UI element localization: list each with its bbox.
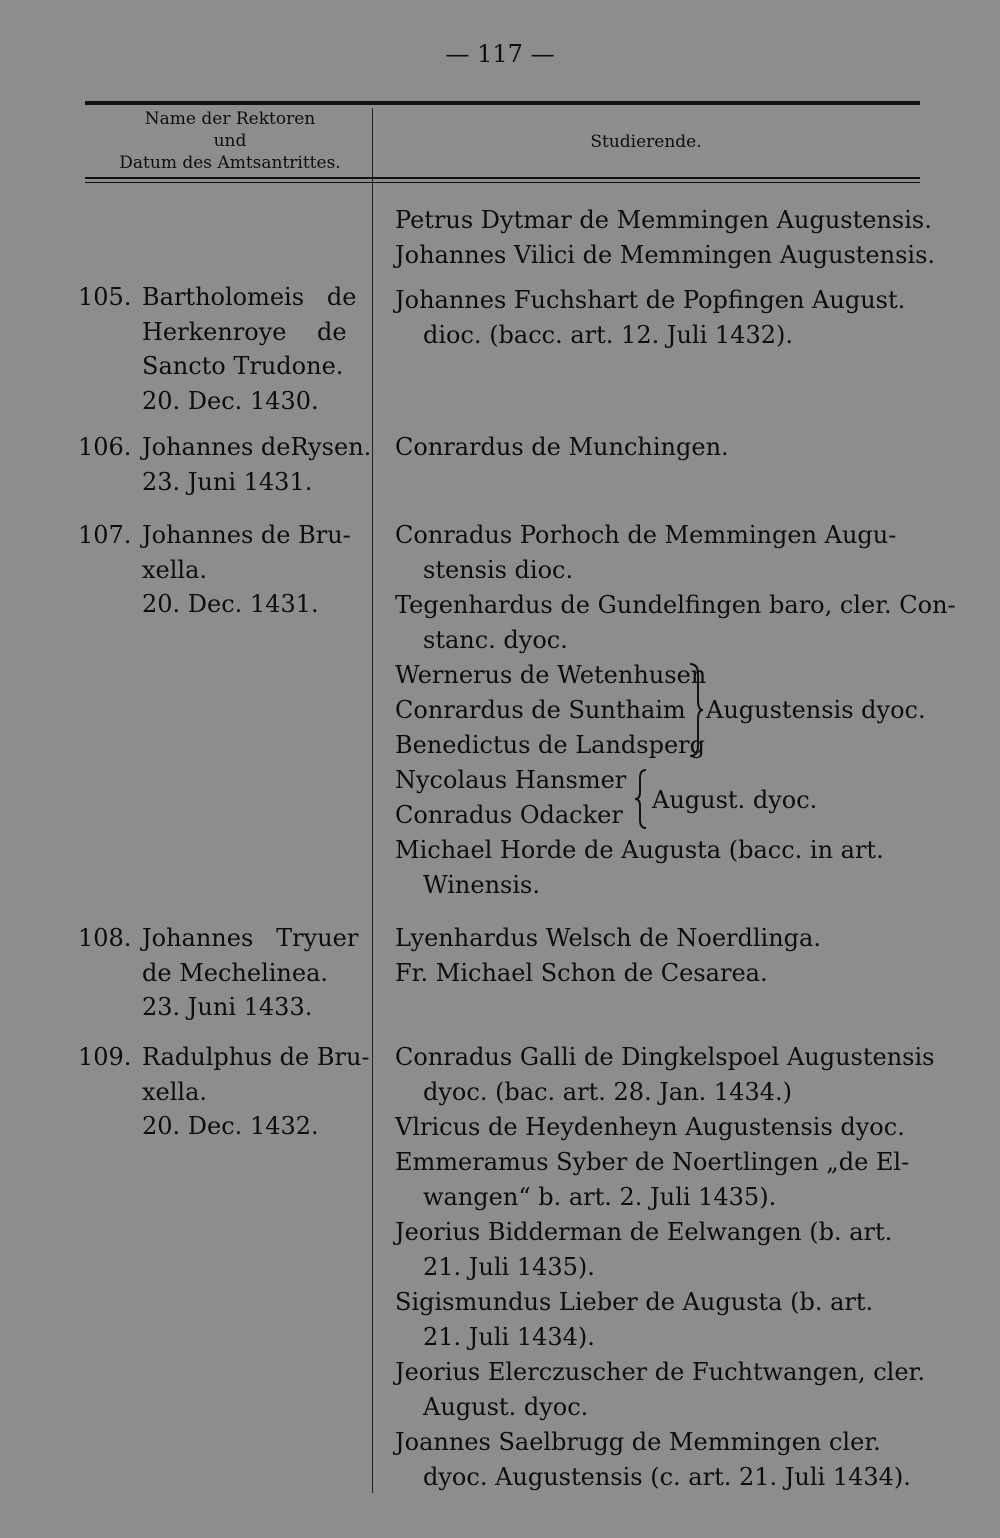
rector-line: xella. bbox=[142, 555, 208, 584]
rector-105-text bbox=[142, 280, 357, 418]
student-line: Conrardus de Sunthaim bbox=[395, 696, 686, 724]
header-rectors bbox=[85, 108, 375, 174]
student-line: Conradus Galli de Dingkelspoel Augustensis bbox=[395, 1043, 935, 1071]
header-rule-upper bbox=[85, 177, 920, 179]
student-line: dioc. (bacc. art. 12. Juli 1432). bbox=[423, 321, 793, 349]
student-line: Joannes Saelbrugg de Memmingen cler. bbox=[395, 1428, 881, 1456]
left-brace-2 bbox=[634, 768, 648, 830]
student-line-bracketed-group: August. dyoc. bbox=[652, 786, 818, 814]
rector-109-number: 109. bbox=[78, 1043, 132, 1071]
student-line: 21. Juli 1434). bbox=[423, 1323, 595, 1351]
rector-line: Sancto Trudone. bbox=[142, 352, 344, 380]
header-rectors-line2: und bbox=[213, 131, 247, 151]
rector-106-number: 106. bbox=[78, 433, 132, 461]
rector-line: 20. Dec. 1431. bbox=[142, 590, 319, 618]
student-line: Vlricus de Heydenheyn Augustensis dyoc. bbox=[395, 1113, 905, 1141]
header-students: Studierende. bbox=[590, 132, 702, 152]
student-line: Fr. Michael Schon de Cesarea. bbox=[395, 959, 768, 987]
student-line: 21. Juli 1435). bbox=[423, 1253, 595, 1281]
student-line: Nycolaus Hansmer bbox=[395, 766, 627, 794]
student-line: Sigismundus Lieber de Augusta (b. art. bbox=[395, 1288, 874, 1316]
rector-105-number: 105. bbox=[78, 283, 132, 311]
student-line: Conrardus de Munchingen. bbox=[395, 433, 729, 461]
student-line: Conradus Odacker bbox=[395, 801, 623, 829]
student-line: dyoc. (bac. art. 28. Jan. 1434.) bbox=[423, 1078, 792, 1106]
student-line: Emmeramus Syber de Noertlingen „de El- bbox=[395, 1148, 910, 1176]
rector-108-text bbox=[142, 921, 358, 1025]
rector-107-number: 107. bbox=[78, 521, 132, 549]
student-line: Johannes Vilici de Memmingen Augustensis. bbox=[395, 241, 936, 269]
rector-line: de Mechelinea. bbox=[142, 958, 329, 987]
rector-109-text bbox=[142, 1040, 370, 1144]
rector-line: 20. Dec. 1430. bbox=[142, 386, 319, 415]
column-separator bbox=[372, 108, 373, 1493]
student-line: dyoc. Augustensis (c. art. 21. Juli 1434). bbox=[423, 1463, 911, 1491]
right-brace-1 bbox=[688, 662, 704, 758]
student-line: Jeorius Elerczuscher de Fuchtwangen, cler. bbox=[395, 1358, 925, 1386]
rector-line: Johannes de Bru- bbox=[142, 521, 351, 549]
rector-line: Johannes Tryuer bbox=[142, 924, 359, 952]
student-line: Michael Horde de Augusta (bacc. in art. bbox=[395, 836, 884, 864]
student-line: Conradus Porhoch de Memmingen Augu- bbox=[395, 521, 897, 549]
student-line: Benedictus de Landsperg bbox=[395, 731, 706, 759]
rector-line: Johannes deRysen. bbox=[142, 433, 372, 461]
student-line: Petrus Dytmar de Memmingen Augustensis. bbox=[395, 206, 932, 234]
rector-line: xella. bbox=[142, 1077, 208, 1106]
student-line: Jeorius Bidderman de Eelwangen (b. art. bbox=[395, 1218, 893, 1246]
rector-108-number: 108. bbox=[78, 924, 132, 952]
header-rectors-line3: Datum des Amtsantrittes. bbox=[119, 153, 341, 173]
student-line: Tegenhardus de Gundelfingen baro, cler. Con- bbox=[395, 591, 956, 619]
header-rule-lower bbox=[85, 182, 920, 183]
student-line: wangen“ b. art. 2. Juli 1435). bbox=[423, 1183, 777, 1211]
student-line: Johannes Fuchshart de Popfingen August. bbox=[395, 286, 906, 314]
rector-line: 23. Juni 1433. bbox=[142, 993, 313, 1021]
rector-line: Radulphus de Bru- bbox=[142, 1043, 370, 1071]
student-line: Wernerus de Wetenhusen bbox=[395, 661, 707, 689]
student-line: August. dyoc. bbox=[423, 1393, 589, 1421]
student-line: Lyenhardus Welsch de Noerdlinga. bbox=[395, 924, 821, 952]
rector-line: 20. Dec. 1432. bbox=[142, 1112, 319, 1140]
student-line: stanc. dyoc. bbox=[423, 626, 568, 654]
rector-107-text bbox=[142, 518, 351, 622]
student-line-bracketed-group: Augustensis dyoc. bbox=[706, 696, 926, 724]
page-number: — 117 — bbox=[445, 40, 555, 68]
student-line: stensis dioc. bbox=[423, 556, 574, 584]
rector-line: Bartholomeis de bbox=[142, 283, 357, 311]
rector-106-text bbox=[142, 430, 371, 499]
header-rectors-line1: Name der Rektoren bbox=[144, 109, 316, 129]
rector-line: 23. Juni 1431. bbox=[142, 467, 313, 496]
student-line: Winensis. bbox=[423, 871, 540, 899]
top-rule bbox=[85, 101, 920, 105]
rector-line: Herkenroye de bbox=[142, 317, 347, 346]
